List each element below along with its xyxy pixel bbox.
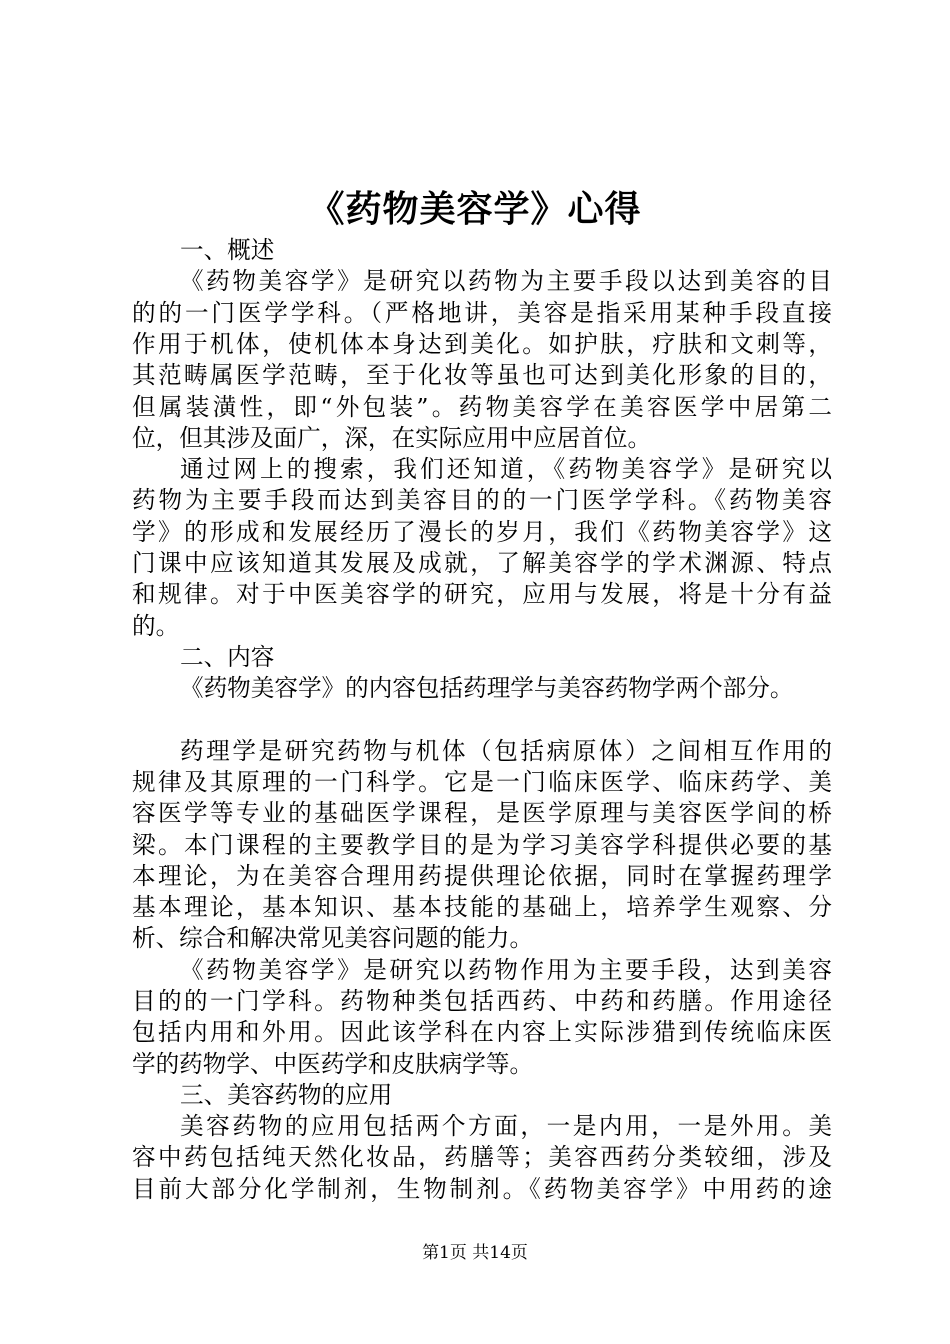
paragraph-line: 析、综合和解决常见美容问题的能力。	[132, 924, 534, 952]
paragraph-line: 基本理论，基本知识、基本技能的基础上，培养学生观察、分	[132, 893, 832, 921]
paragraph-line: 其范畴属医学范畴，至于化妆等虽也可达到美化形象的目的，	[132, 361, 832, 389]
paragraph-line: 容中药包括纯天然化妆品，药膳等；美容西药分类较细，涉及	[132, 1143, 832, 1171]
paragraph-line: 作用于机体，使机体本身达到美化。如护肤，疗肤和文刺等，	[132, 330, 832, 358]
paragraph-line: 《药物美容学》是研究以药物为主要手段以达到美容的目	[180, 267, 832, 295]
paragraph-line: 学》的形成和发展经历了漫长的岁月，我们《药物美容学》这	[132, 518, 832, 546]
paragraph-line: 药物为主要手段而达到美容目的的一门医学学科。《药物美容	[132, 486, 832, 514]
paragraph-line: 的的一门医学学科。（严格地讲，美容是指采用某种手段直接	[132, 299, 832, 327]
paragraph-line: 通过网上的搜索，我们还知道，《药物美容学》是研究以	[180, 455, 832, 483]
paragraph-line: 容医学等专业的基础医学课程，是医学原理与美容医学间的桥	[132, 799, 832, 827]
paragraph-line: 目前大部分化学制剂，生物制剂。《药物美容学》中用药的途	[132, 1175, 832, 1203]
paragraph-line: 规律及其原理的一门科学。它是一门临床医学、临床药学、美	[132, 768, 832, 796]
paragraph-line: 本理论，为在美容合理用药提供理论依据，同时在掌握药理学	[132, 862, 832, 890]
paragraph-line: 位，但其涉及面广，深，在实际应用中应居首位。	[132, 424, 652, 452]
paragraph-line: 《药物美容学》是研究以药物作用为主要手段，达到美容	[180, 956, 832, 984]
paragraph-line: 但属装潢性，即“外包装”。药物美容学在美容医学中居第二	[132, 393, 832, 421]
paragraph-line: 的。	[132, 612, 180, 640]
paragraph-line: 《药物美容学》的内容包括药理学与美容药物学两个部分。	[180, 674, 794, 702]
paragraph-line: 目的的一门学科。药物种类包括西药、中药和药膳。作用途径	[132, 987, 832, 1015]
heading-overview: 一、概述	[180, 236, 275, 264]
paragraph-line: 门课中应该知道其发展及成就，了解美容学的学术渊源、特点	[132, 549, 832, 577]
paragraph-line: 美容药物的应用包括两个方面，一是内用，一是外用。美	[180, 1112, 832, 1140]
paragraph-line: 和规律。对于中医美容学的研究，应用与发展，将是十分有益	[132, 580, 832, 608]
page-footer: 第1页 共14页	[422, 1243, 528, 1263]
paragraph-line: 梁。本门课程的主要教学目的是为学习美容学科提供必要的基	[132, 831, 832, 859]
heading-application: 三、美容药物的应用	[180, 1081, 393, 1109]
paragraph-line: 药理学是研究药物与机体（包括病原体）之间相互作用的	[180, 737, 832, 765]
document-title: 《药物美容学》心得	[308, 188, 642, 230]
paragraph-line: 学的药物学、中医药学和皮肤病学等。	[132, 1050, 534, 1078]
paragraph-line: 包括内用和外用。因此该学科在内容上实际涉猎到传统临床医	[132, 1018, 832, 1046]
heading-content: 二、内容	[180, 643, 275, 671]
